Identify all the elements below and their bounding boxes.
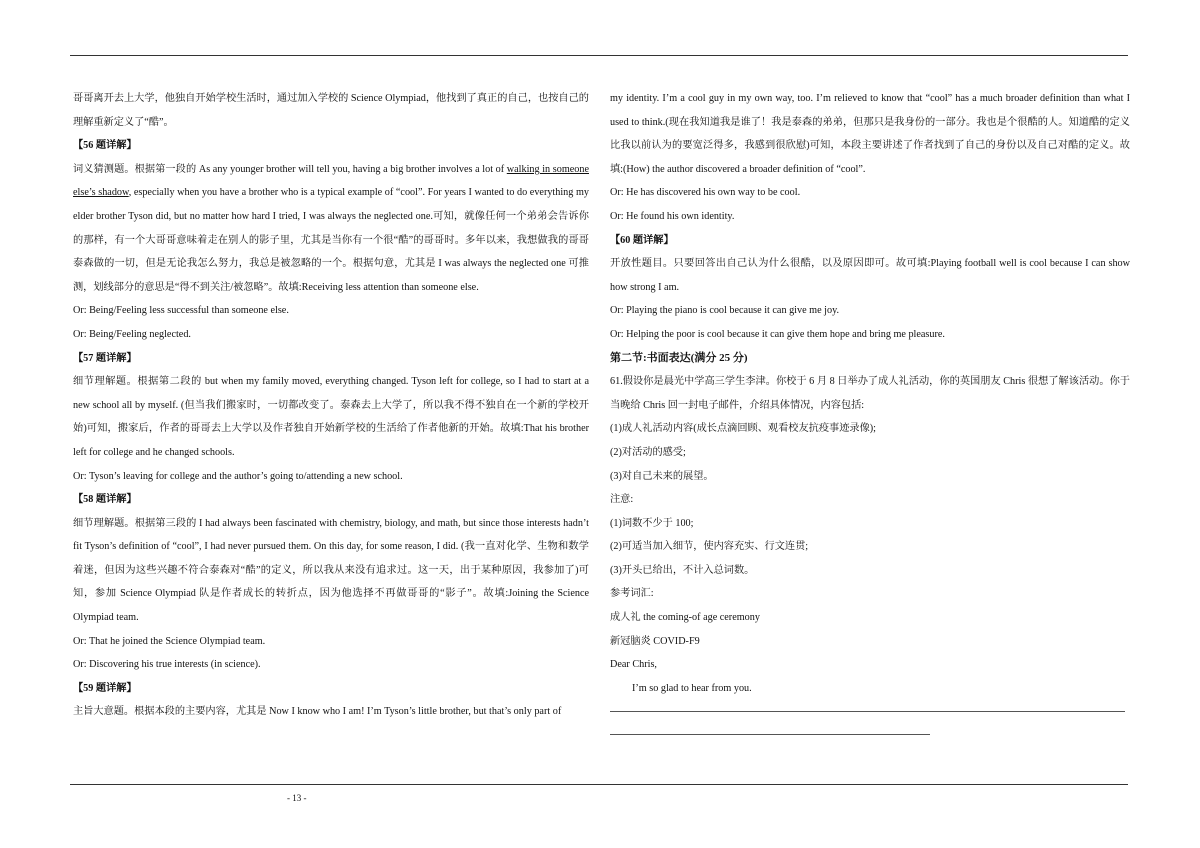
q60-heading: 【60 题详解】 — [610, 234, 674, 246]
q56-heading: 【56 题详解】 — [73, 140, 137, 152]
q58-explanation: 细节理解题。根据第三段的 I had always been fascinated with chemistry, biology, and math, but since those interests hadn’t fit Tyson’s definition of “cool”, I had never pursued them. On this day, for some reason, I did. (我一直对化学、生物和数学着迷，但因为这些兴趣不符合泰森对“酷”的定义，所以我从来没有追求过。这一天，出于某种原因，我参加了)可知，参加 Science Olympiad 队是作者成长的转折点，因为他选择不再做哥哥的“影子”。故填:Joining the Science Olympiad team. — [73, 517, 589, 624]
page-number: - 13 - — [287, 793, 307, 803]
letter-salutation: Dear Chris, — [610, 659, 657, 671]
answer-line-1 — [610, 711, 1125, 712]
q59-heading: 【59 题详解】 — [73, 682, 137, 694]
q56-explanation — [73, 158, 589, 300]
q59-explanation: 主旨大意题。根据本段的主要内容，尤其是 Now I know who I am! I’m Tyson’s little brother, but that’s only part of — [73, 706, 562, 718]
q57-alt-answer-1: Or: Tyson’s leaving for college and the author’s going to/attending a new school. — [73, 470, 403, 482]
q56-alt-answer-2: Or: Being/Feeling neglected. — [73, 328, 191, 340]
vocab-label: 参考词汇: — [610, 588, 654, 600]
left-column — [73, 87, 589, 724]
q61-prompt: 61.假设你是晨光中学高三学生李津。你校于 6 月 8 日举办了成人礼活动，你的英国朋友 Chris 很想了解该活动。你于当晚给 Chris 回一封电子邮件，介绍具体情况，内容包括: — [610, 376, 1130, 411]
q60-explanation: 开放性题目。只要回答出自己认为什么很酷，以及原因即可。故可填:Playing football well is cool because I can show how strong I am. — [610, 258, 1130, 293]
q58-alt-answer-2: Or: Discovering his true interests (in science). — [73, 659, 261, 671]
content-item-2: (2)对活动的感受; — [610, 446, 686, 458]
q56-underlined-phrase: walking in someone else’s shadow — [73, 163, 589, 199]
q57-explanation: 细节理解题。根据第二段的 but when my family moved, everything changed. Tyson left for college, so I had to start at a new school all by myself. (但当我们搬家时，一切都改变了。泰森去上大学了，所以我不得不独自在一个新的学校开始)可知，搬家后，作者的哥哥去上大学以及作者独自开始新学校的生活给了作者他新的开始。故填:That his brother left for college and he changed schools. — [73, 376, 589, 458]
q56-text-b: , especially when you have a brother who is a typical example of “cool”. For years I wanted to do everything my elder brother Tyson did, but no matter how hard I tried, I was always the neglected one.可知，就像任何一个弟弟会告诉你的那样，有一个大哥哥意味着走在别人的影子里，尤其是当你有一个很“酷”的哥哥时。多年以来，我想做我的哥哥泰森做的一切，但是无论我怎么努力，我总是被忽略的一个。根据句意，尤其是 I was always the neglected one 可推测，划线部分的意思是“得不到关注/被忽略”。故填:Receiving less attention than someone else. — [73, 187, 589, 293]
content-item-3: (3)对自己未来的展望。 — [610, 470, 714, 482]
q60-alt-answer-2: Or: Helping the poor is cool because it can give them hope and bring me pleasure. — [610, 328, 945, 340]
right-column — [610, 87, 1130, 735]
q58-alt-answer-1: Or: That he joined the Science Olympiad team. — [73, 635, 266, 647]
q59-explanation-continued: my identity. I’m a cool guy in my own way, too. I’m relieved to know that “cool” has a much broader definition than what I used to think.(现在我知道我是谁了！我是泰森的弟弟，但那只是我身份的一部分。我也是个很酷的人。知道酷的定义比我以前认为的要宽泛得多，我感到很欣慰)可知，本段主要讲述了作者找到了自己的身份以及自己对酷的定义。故填:(How) the author discovered a broader definition of “cool”. — [610, 93, 1130, 175]
q56-text-a: 词义猜测题。根据第一段的 As any younger brother will tell you, having a big brother involves a lot of — [73, 163, 507, 175]
header-rule — [70, 55, 1128, 56]
note-label: 注意: — [610, 494, 634, 506]
letter-opening: I’m so glad to hear from you. — [632, 682, 752, 694]
vocab-item-1: 成人礼 the coming-of age ceremony — [610, 612, 760, 624]
q57-heading: 【57 题详解】 — [73, 352, 137, 364]
q58-heading: 【58 题详解】 — [73, 494, 137, 506]
intro-paragraph: 哥哥离开去上大学，他独自开始学校生活时，通过加入学校的 Science Olympiad，他找到了真正的自己，也按自己的理解重新定义了“酷”。 — [73, 93, 589, 128]
note-item-3: (3)开头已给出，不计入总词数。 — [610, 564, 755, 576]
section-title: 第二节:书面表达(满分 25 分) — [610, 351, 748, 364]
footer-rule — [70, 784, 1128, 785]
answer-line-2 — [610, 734, 930, 735]
q56-alt-answer-1: Or: Being/Feeling less successful than someone else. — [73, 305, 289, 317]
vocab-item-2: 新冠脑炎 COVID-F9 — [610, 635, 700, 647]
q60-alt-answer-1: Or: Playing the piano is cool because it can give me joy. — [610, 305, 840, 317]
note-item-2: (2)可适当加入细节，使内容充实、行文连贯; — [610, 541, 809, 553]
content-item-1: (1)成人礼活动内容(成长点滴回顾、观看校友抗疫事迹录像); — [610, 423, 876, 435]
q59-alt-answer-1: Or: He has discovered his own way to be cool. — [610, 187, 801, 199]
q59-alt-answer-2: Or: He found his own identity. — [610, 210, 735, 222]
note-item-1: (1)词数不少于 100; — [610, 517, 694, 529]
